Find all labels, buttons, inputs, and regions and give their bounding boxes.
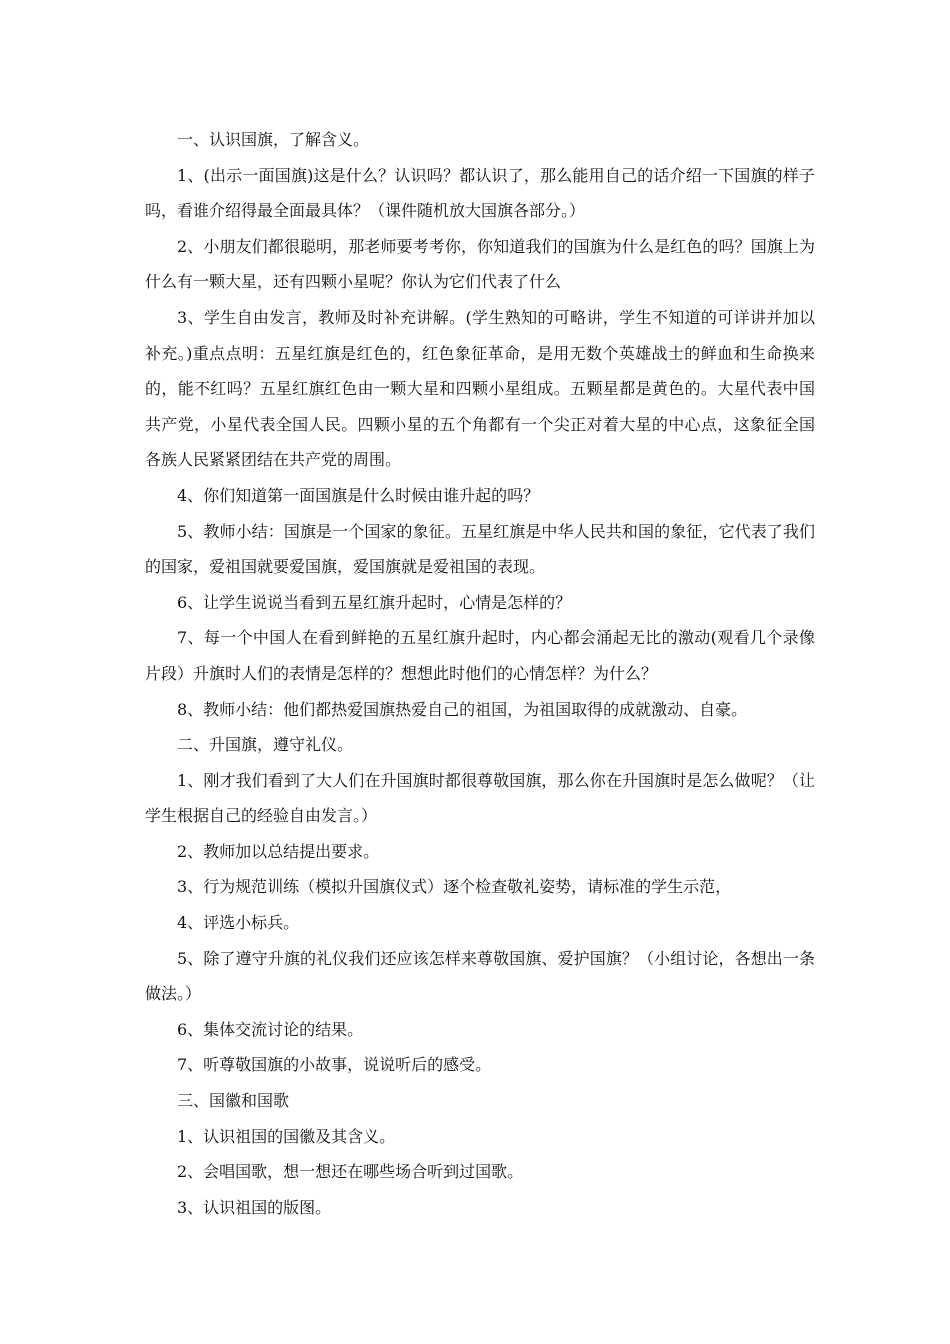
paragraph: 8、教师小结：他们都热爱国旗热爱自己的祖国，为祖国取得的成就激动、自豪。 xyxy=(177,699,748,719)
paragraph: 7、每一个中国人在看到鲜艳的五星红旗升起时，内心都会涌起无比的激动(观看几个录像片段）升旗时人们的表情是怎样的？想想此时他们的心情怎样？为什么？ xyxy=(145,628,815,683)
document-body xyxy=(145,122,815,1225)
paragraph: 5、除了遵守升旗的礼仪我们还应该怎样来尊敬国旗、爱护国旗？（小组讨论，各想出一条做法。） xyxy=(145,948,815,1004)
paragraph: 4、你们知道第一面国旗是什么时候由谁升起的吗？ xyxy=(177,485,540,505)
paragraph: 3、学生自由发言，教师及时补充讲解。(学生熟知的可略讲，学生不知道的可详讲并加以补充。)重点点明：五星红旗是红色的，红色象征革命，是用无数个英雄战士的鲜血和生命换来的，能不红吗？五星红旗红色由一颗大星和四颗小星组成。五颗星都是黄色的。大星代表中国共产党，小星代表全国人民。四颗小星的五个角都有一个尖正对着大星的中心点，这象征全国各族人民紧紧团结在共产党的周围。 xyxy=(145,307,815,470)
paragraph: 1、认识祖国的国徽及其含义。 xyxy=(177,1126,396,1146)
paragraph: 3、认识祖国的版图。 xyxy=(177,1197,332,1217)
paragraph: 5、教师小结：国旗是一个国家的象征。五星红旗是中华人民共和国的象征，它代表了我们的国家，爱祖国就要爱国旗，爱国旗就是爱祖国的表现。 xyxy=(145,521,815,577)
paragraph: 2、小朋友们都很聪明，那老师要考考你，你知道我们的国旗为什么是红色的吗？国旗上为什么有一颗大星，还有四颗小星呢？你认为它们代表了什么 xyxy=(145,236,815,292)
paragraph: 6、让学生说说当看到五星红旗升起时，心情是怎样的？ xyxy=(177,592,572,612)
paragraph: 2、会唱国歌，想一想还在哪些场合听到过国歌。 xyxy=(177,1162,524,1182)
paragraph: 6、集体交流讨论的结果。 xyxy=(177,1019,364,1039)
paragraph: 3、行为规范训练（模拟升国旗仪式）逐个检查敬礼姿势，请标准的学生示范， xyxy=(177,877,732,897)
paragraph: 7、听尊敬国旗的小故事，说说听后的感受。 xyxy=(177,1055,492,1075)
section-heading-1: 一、认识国旗，了解含义。 xyxy=(177,130,370,149)
paragraph: 4、评选小标兵。 xyxy=(177,913,300,933)
section-heading-3: 三、国徽和国歌 xyxy=(177,1091,290,1111)
section-heading-2: 二、升国旗，遵守礼仪。 xyxy=(177,735,354,755)
paragraph: 1、刚才我们看到了大人们在升国旗时都很尊敬国旗，那么你在升国旗时是怎么做呢？（让学生根据自己的经验自由发言。） xyxy=(145,770,815,826)
paragraph: 2、教师加以总结提出要求。 xyxy=(177,841,380,861)
paragraph: 1、(出示一面国旗)这是什么？认识吗？都认识了，那么能用自己的话介绍一下国旗的样子吗，看谁介绍得最全面最具体？（课件随机放大国旗各部分。） xyxy=(145,165,815,221)
